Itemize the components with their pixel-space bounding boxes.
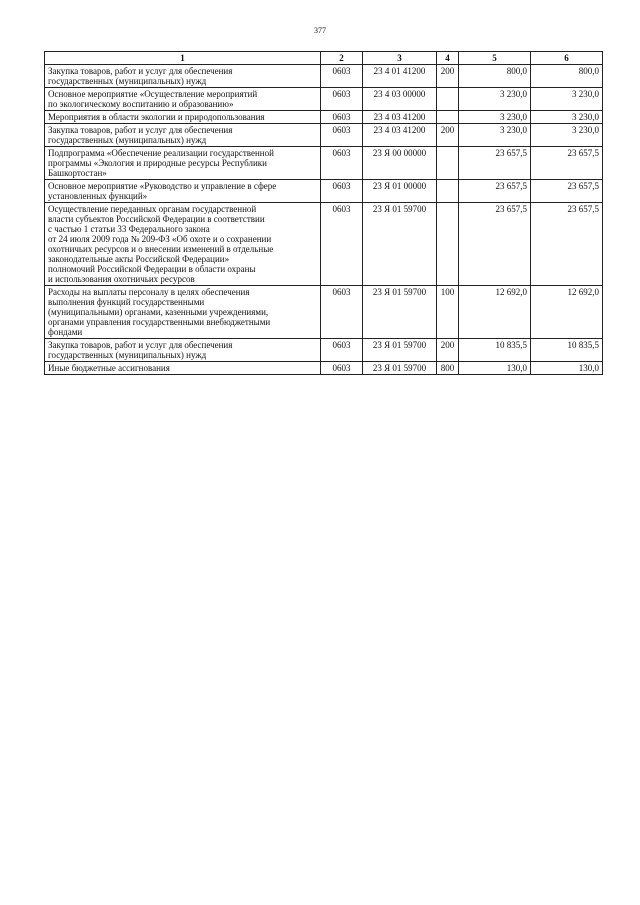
row-name-cell [45, 339, 321, 362]
section-cell: 0603 [321, 362, 363, 375]
value1-cell: 23 657,5 [459, 180, 531, 203]
value1-cell: 12 692,0 [459, 286, 531, 339]
type-cell: 200 [437, 339, 459, 362]
code-cell: 23 Я 01 59700 [363, 362, 437, 375]
section-cell: 0603 [321, 65, 363, 88]
value1-cell: 23 657,5 [459, 147, 531, 180]
type-cell [437, 111, 459, 124]
row-name-cell [45, 286, 321, 339]
row-name: Расходы на выплаты персоналу в целях обеспечения выполнения функций государственными (муниципальными) органами, казенными учреждениями, органами управления государственными внебюджетными фондами [48, 287, 271, 337]
value2-cell: 10 835,5 [531, 339, 603, 362]
table-header-row [45, 52, 603, 65]
table-row [45, 124, 603, 147]
row-name: Осуществление переданных органам государственной власти субъектов Российской Федерации в соответствии с частью 1 статьи 33 Федерального закона от 24 июля 2009 года № 209-ФЗ «Об охоте и о сохранении охотничьих ресурсов и о внесении изменений в отдельные законодательные акты Российской Федерации» полномочий Российской Федерации в области охраны и использования охотничьих ресурсов [48, 204, 274, 284]
column-header: 3 [363, 52, 437, 65]
type-cell: 800 [437, 362, 459, 375]
type-cell: 100 [437, 286, 459, 339]
table-row [45, 65, 603, 88]
code-cell: 23 4 03 41200 [363, 111, 437, 124]
table-row [45, 147, 603, 180]
row-name: Иные бюджетные ассигнования [48, 363, 170, 373]
column-header: 6 [531, 52, 603, 65]
section-cell: 0603 [321, 180, 363, 203]
table-row [45, 111, 603, 124]
type-cell: 200 [437, 124, 459, 147]
section-cell: 0603 [321, 339, 363, 362]
row-name-cell [45, 124, 321, 147]
table-row [45, 362, 603, 375]
value1-cell: 23 657,5 [459, 203, 531, 286]
type-cell [437, 180, 459, 203]
value2-cell: 12 692,0 [531, 286, 603, 339]
section-cell: 0603 [321, 147, 363, 180]
value1-cell: 800,0 [459, 65, 531, 88]
section-cell: 0603 [321, 286, 363, 339]
row-name: Закупка товаров, работ и услуг для обеспечения государственных (муниципальных) нужд [48, 66, 233, 86]
row-name: Закупка товаров, работ и услуг для обеспечения государственных (муниципальных) нужд [48, 125, 233, 145]
row-name-cell [45, 180, 321, 203]
code-cell: 23 Я 01 59700 [363, 286, 437, 339]
value1-cell: 130,0 [459, 362, 531, 375]
value1-cell: 3 230,0 [459, 124, 531, 147]
value2-cell: 23 657,5 [531, 147, 603, 180]
value1-cell: 3 230,0 [459, 88, 531, 111]
section-cell: 0603 [321, 88, 363, 111]
code-cell: 23 Я 01 00000 [363, 180, 437, 203]
value2-cell: 3 230,0 [531, 124, 603, 147]
value1-cell: 10 835,5 [459, 339, 531, 362]
type-cell [437, 147, 459, 180]
value2-cell: 23 657,5 [531, 180, 603, 203]
table-row [45, 88, 603, 111]
section-cell: 0603 [321, 111, 363, 124]
row-name: Закупка товаров, работ и услуг для обеспечения государственных (муниципальных) нужд [48, 340, 233, 360]
column-header: 2 [321, 52, 363, 65]
section-cell: 0603 [321, 203, 363, 286]
code-cell: 23 Я 01 59700 [363, 339, 437, 362]
row-name-cell [45, 111, 321, 124]
table-row [45, 286, 603, 339]
table-row [45, 203, 603, 286]
column-header: 4 [437, 52, 459, 65]
section-cell: 0603 [321, 124, 363, 147]
row-name-cell [45, 203, 321, 286]
row-name-cell [45, 362, 321, 375]
code-cell: 23 4 03 00000 [363, 88, 437, 111]
code-cell: 23 4 03 41200 [363, 124, 437, 147]
value2-cell: 130,0 [531, 362, 603, 375]
budget-table [44, 51, 603, 375]
code-cell: 23 4 01 41200 [363, 65, 437, 88]
row-name: Основное мероприятие «Осуществление мероприятий по экологическому воспитанию и образованию» [48, 89, 258, 109]
row-name: Основное мероприятие «Руководство и управление в сфере установленных функций» [48, 181, 277, 201]
value2-cell: 800,0 [531, 65, 603, 88]
row-name: Мероприятия в области экологии и природопользования [48, 112, 265, 122]
row-name-cell [45, 147, 321, 180]
type-cell: 200 [437, 65, 459, 88]
row-name-cell [45, 88, 321, 111]
value2-cell: 3 230,0 [531, 111, 603, 124]
value2-cell: 3 230,0 [531, 88, 603, 111]
type-cell [437, 203, 459, 286]
column-header: 5 [459, 52, 531, 65]
row-name-cell [45, 65, 321, 88]
page-number: 377 [314, 26, 326, 35]
type-cell [437, 88, 459, 111]
table-row [45, 339, 603, 362]
table-row [45, 180, 603, 203]
column-header: 1 [45, 52, 321, 65]
row-name: Подпрограмма «Обеспечение реализации государственной программы «Экология и природные ресурсы Республики Башкортостан» [48, 148, 274, 178]
value1-cell: 3 230,0 [459, 111, 531, 124]
value2-cell: 23 657,5 [531, 203, 603, 286]
code-cell: 23 Я 01 59700 [363, 203, 437, 286]
code-cell: 23 Я 00 00000 [363, 147, 437, 180]
